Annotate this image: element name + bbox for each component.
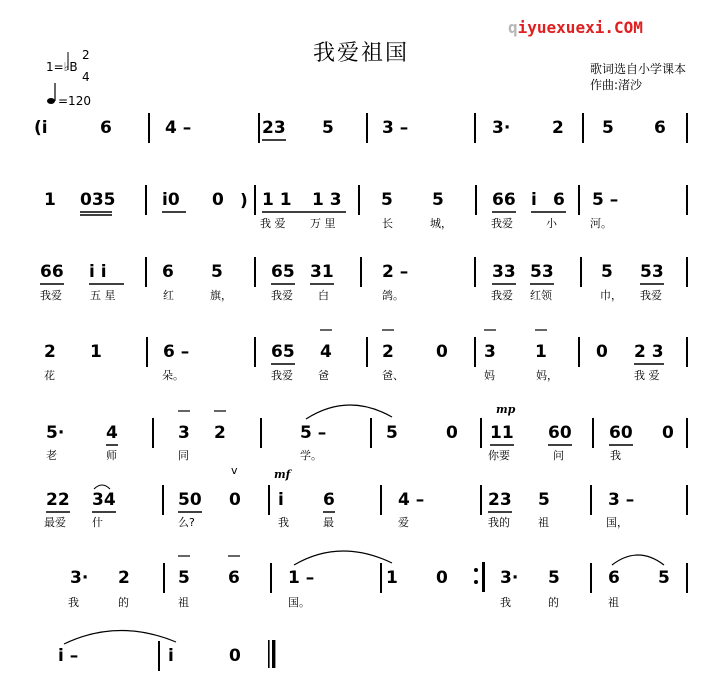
lyric: 妈， [536,369,558,382]
lyric: 我爱 [491,217,513,230]
note: 1 [44,190,56,210]
lyric: 祖 [608,596,619,609]
note: 0 [596,342,608,362]
breath-mark: v [231,464,238,477]
note: 5 [178,568,190,588]
note: 0 [436,342,448,362]
note: 1 [535,342,547,362]
lyric: 红领 [530,289,552,302]
note: 6 [323,490,335,510]
lyric: 师 [106,449,117,462]
note: i – [58,646,79,666]
watermark: qiyuexuexi.COM [508,18,643,37]
note: 035 [80,190,116,210]
note: 65 [271,342,295,362]
lyric: 的 [548,596,559,609]
final-barline-thick [272,640,275,668]
note: 6 [100,118,112,138]
lyric: 红 [163,289,174,302]
lyric: 我 [278,516,289,529]
dynamic-mark: mp [496,403,516,416]
tie [306,405,392,419]
note: 3· [492,118,511,138]
lyric: 的 [118,596,129,609]
lyric: 我爱 [271,289,293,302]
lyric: 我 [610,449,621,462]
note: i [531,190,537,210]
quarter-note-icon [47,98,55,104]
note: 0 [446,423,458,443]
note: 6 [228,568,240,588]
repeat-close-paren: ) [240,191,248,211]
lyric: 我的 [488,516,510,529]
lyric: 我爱 [640,289,662,302]
note: 5 [548,568,560,588]
lyric: 老 [46,449,57,462]
note: 2 [214,423,226,443]
note: 6 [162,262,174,282]
note: 5 [211,262,223,282]
lyric: 我 爱 [260,217,286,230]
note: 5 [432,190,444,210]
lyric: 城， [430,217,452,230]
lyric: 我爱 [40,289,62,302]
note: 1 [386,568,398,588]
lyric: 万 里 [310,217,336,230]
lyric: 爸 [318,369,329,382]
note: 2 – [382,262,409,282]
lyric: 长 [382,217,393,230]
lyrics-credit: 歌词选自小学课本 [590,62,687,76]
note: (i [34,118,48,138]
note: 2 [118,568,130,588]
tie [294,551,392,565]
note: i [168,646,174,666]
lyric: 鸽。 [382,289,404,302]
lyric: 我 [68,596,79,609]
note: 3 [484,342,496,362]
lyric: 最爱 [44,516,66,529]
note: 53 [640,262,664,282]
lyric: 巾， [600,289,622,302]
note: 2 [552,118,564,138]
note: 53 [530,262,554,282]
lyric: 同 [178,449,189,462]
note: 0 [436,568,448,588]
time-signature-top: 2 [82,48,90,62]
note: 23 [488,490,512,510]
lyric: 妈 [484,369,495,382]
dynamic-mark: mf [274,468,291,481]
note: 0 [212,190,224,210]
note: 2 [44,342,56,362]
note: 65 [271,262,295,282]
note: 2 [382,342,394,362]
note: 1 [90,342,102,362]
note: 5 – [592,190,619,210]
repeat-dot [474,568,478,572]
note: 5 [538,490,550,510]
note: 5· [46,423,65,443]
note: 2 3 [634,342,664,362]
note: 5 [322,118,334,138]
lyric: 学。 [300,449,322,462]
song-title: 我爱祖国 [312,41,409,66]
note: 5 [602,118,614,138]
tempo-mark: =120 [58,94,91,108]
note: i [278,490,284,510]
lyric: 我爱 [271,369,293,382]
lyric: 朵。 [162,369,184,382]
lyric: 河。 [590,217,612,230]
lyric: 五 星 [90,289,116,302]
time-signature-bottom: 4 [82,70,90,84]
note: 0 [662,423,674,443]
lyric: 爸、 [382,369,404,382]
lyric: 爱 [398,516,409,529]
slur [612,555,664,565]
note: 6 [553,190,565,210]
note: 4 – [398,490,425,510]
lyric: 祖 [178,596,189,609]
note: 6 – [163,342,190,362]
tie [64,630,176,644]
note: 5 [601,262,613,282]
note: 6 [608,568,620,588]
lyric: 白 [318,289,329,302]
note: 4 [320,342,332,362]
lyric: 什 [92,516,103,529]
note: 11 [490,423,514,443]
lyric: 我 爱 [634,369,660,382]
slur [94,485,110,489]
note: 1 – [288,568,315,588]
note: 4 – [165,118,192,138]
lyric: 祖 [538,516,549,529]
lyric: 最 [323,516,334,529]
lyric: 小 [546,217,557,230]
note: 3 – [608,490,635,510]
lyric: 国。 [288,596,310,609]
note: 33 [492,262,516,282]
lyric: 你要 [488,449,510,462]
note: 50 [178,490,202,510]
note: 5 [386,423,398,443]
repeat-sign-thick [482,562,485,592]
lyric: 旗， [210,289,232,302]
note: 31 [310,262,334,282]
note: 0 [229,646,241,666]
note: 3· [500,568,519,588]
note: 60 [609,423,633,443]
final-barline-thin [268,640,270,668]
note: 34 [92,490,116,510]
composer-credit: 作曲:渚沙 [590,78,643,92]
note: 66 [40,262,64,282]
note: 3 – [382,118,409,138]
note: 5 – [300,423,327,443]
note: 60 [548,423,572,443]
lyric: 么? [178,516,195,529]
note: 3· [70,568,89,588]
lyric: 我爱 [491,289,513,302]
lyric: 国， [606,516,628,529]
note: 23 [262,118,286,138]
note: 5 [658,568,670,588]
note: i i [89,262,107,282]
lyric: 花 [44,369,55,382]
lyric: 问 [553,449,564,462]
note: 4 [106,423,118,443]
note: 3 [178,423,190,443]
note: 66 [492,190,516,210]
note: 6 [654,118,666,138]
repeat-dot [474,580,478,584]
note: 0 [229,490,241,510]
note: 22 [46,490,70,510]
key-signature: 1=♭B [46,60,78,74]
note: i0 [162,190,180,210]
lyric: 我 [500,596,511,609]
note: 5 [381,190,393,210]
note: 1 1 [262,190,292,210]
note: 1 3 [312,190,342,210]
